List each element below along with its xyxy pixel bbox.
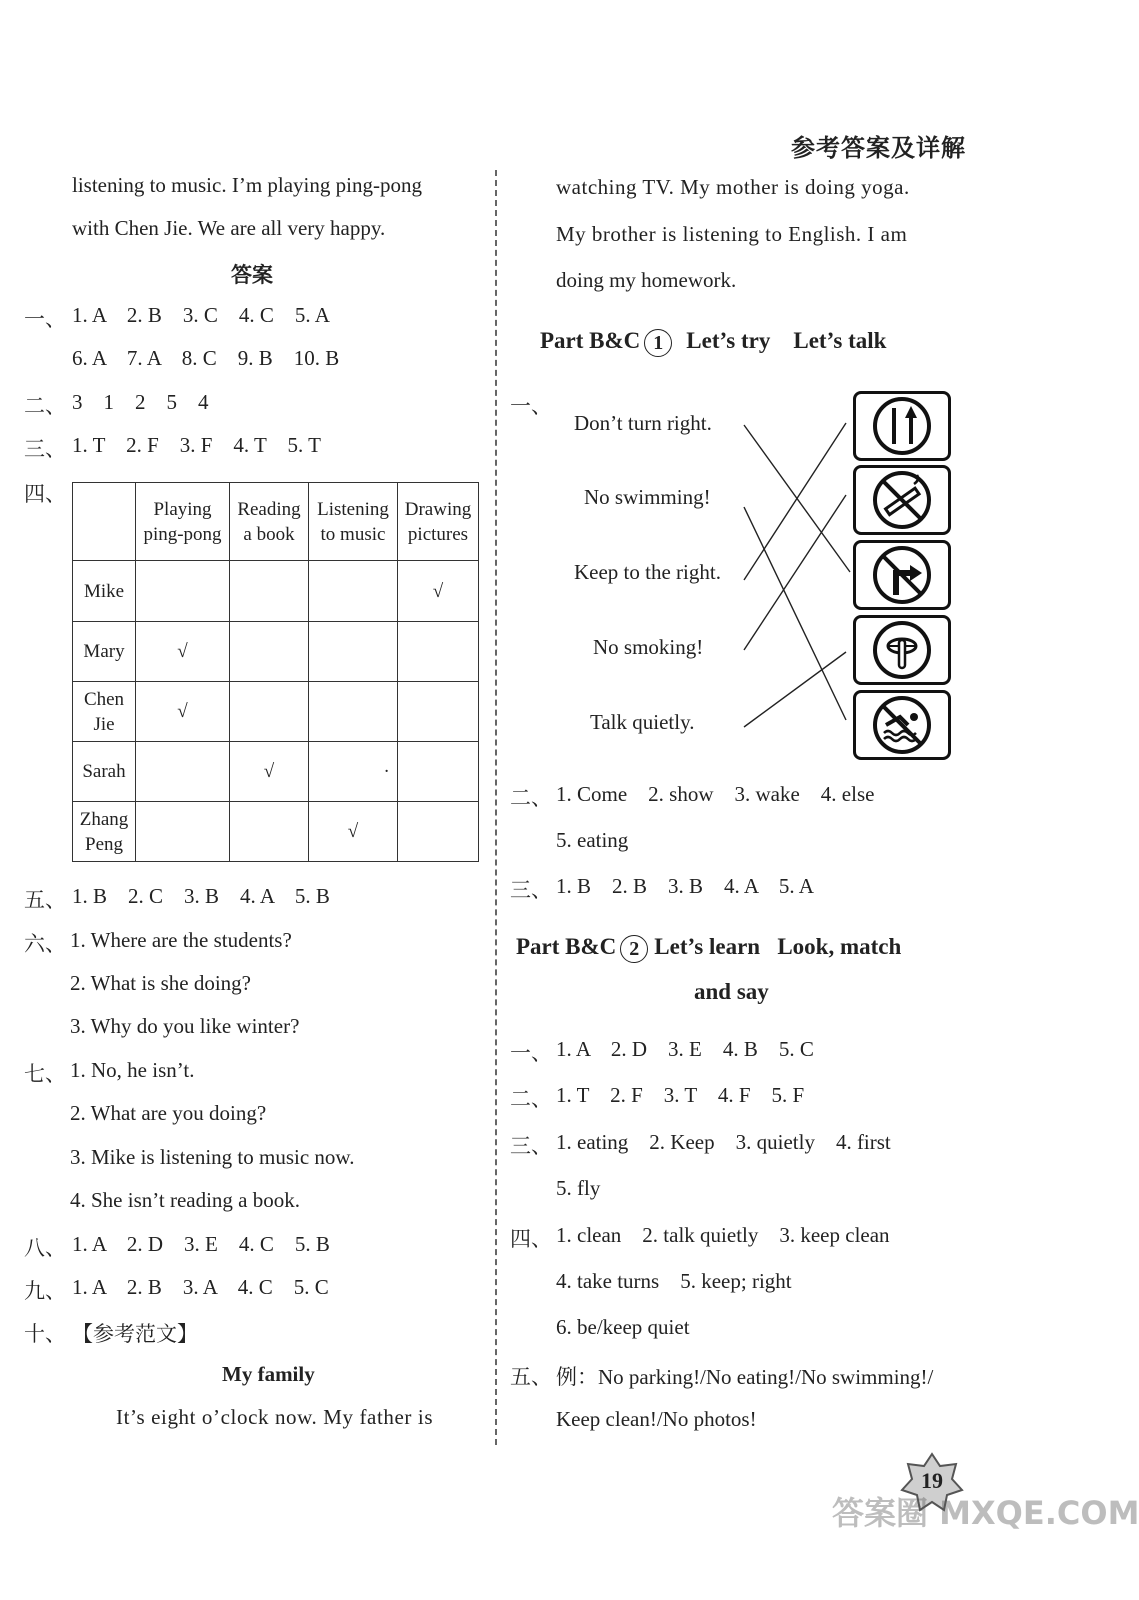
mark-cell: √	[136, 682, 230, 742]
q7-line-3: 3. Mike is listening to music now.	[70, 1145, 355, 1169]
p2q3-line-2: 5. fly	[556, 1176, 601, 1200]
p2q3-label: 三、	[510, 1134, 552, 1158]
row-name: Zhang Peng	[73, 802, 136, 862]
q7-label: 七、	[24, 1062, 66, 1086]
p1q3-answers: 1. B 2. B 3. B 4. A 5. A	[556, 874, 814, 898]
essay-title: My family	[222, 1362, 315, 1386]
keep-right-sign-icon	[853, 391, 951, 461]
q7-line-2: 2. What are you doing?	[70, 1101, 267, 1125]
mark-cell	[136, 802, 230, 862]
row-name: Chen Jie	[73, 682, 136, 742]
essay-cont-2: My brother is listening to English. I am	[556, 222, 908, 246]
phrase-3: Keep to the right.	[574, 560, 721, 584]
row-name: Mike	[73, 561, 136, 622]
mark-cell	[398, 802, 479, 862]
part1-number: 1	[644, 329, 672, 357]
p2q4-line-2: 4. take turns 5. keep; right	[556, 1269, 792, 1293]
essay-cont-3: doing my homework.	[556, 268, 737, 292]
p1q2-line-1: 1. Come 2. show 3. wake 4. else	[556, 782, 875, 806]
mark-cell: √	[230, 742, 309, 802]
page-number: 19	[921, 1468, 943, 1493]
phrase-5: Talk quietly.	[590, 710, 695, 734]
essay-line: It’s eight o’clock now. My father is	[116, 1405, 434, 1429]
q1-label: 一、	[24, 307, 66, 331]
q6-label: 六、	[24, 932, 66, 956]
mark-cell: √	[398, 561, 479, 622]
col-header-drawing: Drawing pictures	[398, 483, 479, 561]
part2-heading: Part B&C 2 Let’s learn Look, match	[516, 934, 901, 963]
q8-answers: 1. A 2. D 3. E 4. C 5. B	[72, 1232, 330, 1256]
watermark: 答案圈 MXQE.COM	[832, 1494, 1139, 1532]
q6-line-1: 1. Where are the students?	[70, 928, 292, 952]
p2q4-line-1: 1. clean 2. talk quietly 3. keep clean	[556, 1223, 890, 1247]
p2q4-label: 四、	[510, 1227, 552, 1251]
match-label: 一、	[510, 394, 552, 418]
col-header-listening: Listening to music	[309, 483, 398, 561]
p1q2-line-2: 5. eating	[556, 828, 629, 852]
q2-answers: 3 1 2 5 4	[72, 390, 209, 414]
p2q5-line-2: Keep clean!/No photos!	[556, 1407, 757, 1431]
p1q3-label: 三、	[510, 878, 552, 902]
part1-heading: Part B&C 1 Let’s try Let’s talk	[540, 328, 886, 357]
p2q5-label: 五、	[510, 1365, 552, 1389]
q1-line-2: 6. A 7. A 8. C 9. B 10. B	[72, 346, 340, 370]
answer-heading: 答案	[231, 263, 273, 287]
p2q1-answers: 1. A 2. D 3. E 4. B 5. C	[556, 1037, 814, 1061]
p2q2-label: 二、	[510, 1087, 552, 1111]
q7-line-4: 4. She isn’t reading a book.	[70, 1188, 300, 1212]
no-smoking-sign-icon	[853, 465, 951, 535]
q5-answers: 1. B 2. C 3. B 4. A 5. B	[72, 884, 330, 908]
mark-cell: √	[309, 802, 398, 862]
q6-line-3: 3. Why do you like winter?	[70, 1014, 300, 1038]
phrase-2: No swimming!	[584, 485, 711, 509]
no-right-turn-sign-icon	[853, 540, 951, 610]
q9-label: 九、	[24, 1279, 66, 1303]
essay-cont-1: watching TV. My mother is doing yoga.	[556, 175, 910, 199]
q2-label: 二、	[24, 394, 66, 418]
part2-number: 2	[620, 935, 648, 963]
q3-label: 三、	[24, 437, 66, 461]
p2q2-answers: 1. T 2. F 3. T 4. F 5. F	[556, 1083, 805, 1107]
q6-line-2: 2. What is she doing?	[70, 971, 252, 995]
match-line	[744, 507, 846, 720]
header-title: 参考答案及详解	[791, 136, 966, 162]
quiet-sign-icon	[853, 615, 951, 685]
phrase-1: Don’t turn right.	[574, 411, 712, 435]
q3-answers: 1. T 2. F 3. F 4. T 5. T	[72, 433, 321, 457]
q8-label: 八、	[24, 1236, 66, 1260]
p2q4-line-3: 6. be/keep quiet	[556, 1315, 690, 1339]
part2-heading-line2: and say	[694, 979, 769, 1004]
q10-label: 十、	[24, 1322, 66, 1346]
phrase-4: No smoking!	[593, 635, 704, 659]
p1q2-label: 二、	[510, 786, 552, 810]
mark-cell	[230, 802, 309, 862]
mark-cell: .	[309, 742, 398, 802]
p2q5-line-1: 例：No parking!/No eating!/No swimming!/	[556, 1365, 934, 1389]
q1-line-1: 1. A 2. B 3. C 4. C 5. A	[72, 303, 330, 327]
q4-label: 四、	[24, 482, 66, 506]
no-swimming-sign-icon	[853, 690, 951, 760]
q7-line-1: 1. No, he isn’t.	[70, 1058, 195, 1082]
p2q1-label: 一、	[510, 1041, 552, 1065]
row-name: Sarah	[73, 742, 136, 802]
q10-text: 【参考范文】	[72, 1322, 198, 1346]
q5-label: 五、	[24, 888, 66, 912]
mark-cell: √	[136, 622, 230, 682]
q9-answers: 1. A 2. B 3. A 4. C 5. C	[72, 1275, 329, 1299]
match-line	[744, 495, 846, 650]
col-header-reading: Reading a book	[230, 483, 309, 561]
row-name: Mary	[73, 622, 136, 682]
intro-line-1: listening to music. I’m playing ping-pong	[72, 173, 422, 197]
col-header-playing: Playing ping-pong	[136, 483, 230, 561]
intro-line-2: with Chen Jie. We are all very happy.	[72, 216, 386, 240]
table-row	[73, 802, 479, 862]
p2q3-line-1: 1. eating 2. Keep 3. quietly 4. first	[556, 1130, 891, 1154]
